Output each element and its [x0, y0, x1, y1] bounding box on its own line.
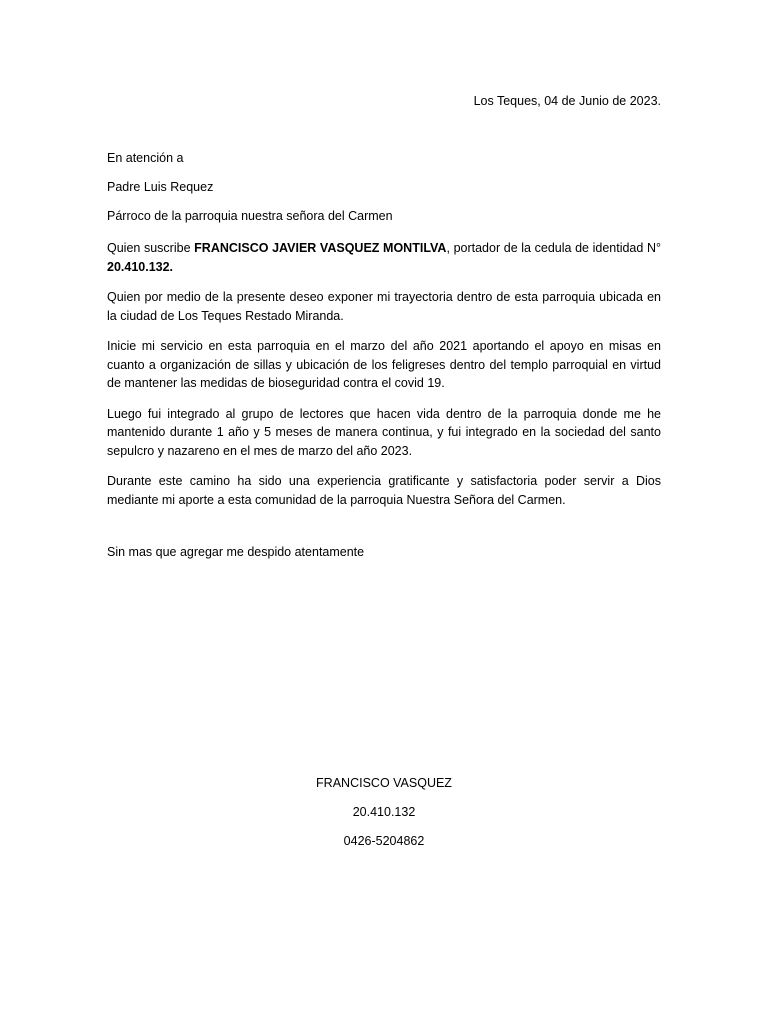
letter-body	[107, 239, 661, 574]
body-paragraph-intro	[107, 239, 661, 276]
addressee-attention: En atención a	[107, 151, 184, 165]
body-paragraph-purpose: Quien por medio de la presente deseo exponer mi trayectoria dentro de esta parroquia ubicada en la ciudad de Los Teques Restado Miranda.	[107, 290, 661, 323]
letter-date: Los Teques, 04 de Junio de 2023.	[473, 94, 661, 108]
intro-lead-text: Quien suscribe	[107, 241, 195, 255]
addressee-title: Párroco de la parroquia nuestra señora del Carmen	[107, 209, 393, 223]
addressee-block	[107, 151, 662, 238]
addressee-name: Padre Luis Requez	[107, 180, 214, 194]
signer-id-number: 20.410.132.	[107, 259, 174, 274]
signature-name: FRANCISCO VASQUEZ	[316, 776, 452, 790]
signature-phone: 0426-5204862	[343, 834, 425, 848]
body-paragraph-gratitude: Durante este camino ha sido una experiencia gratificante y satisfactoria poder servir a Dios mediante mi aporte a esta comunidad de la parroquia Nuestra Señora del Carmen.	[107, 474, 661, 507]
signature-block	[0, 776, 768, 863]
body-paragraph-lectors: Luego fui integrado al grupo de lectores que hacen vida dentro de la parroquia donde me he mantenido durante 1 año y 5 meses de manera continua, y fui integrado en la sociedad del santo sepulcro y nazareno en el mes de marzo del año 2023.	[107, 406, 661, 458]
signature-id: 20.410.132	[352, 805, 416, 819]
closing-line: Sin mas que agregar me despido atentamente	[107, 545, 365, 559]
signer-full-name: FRANCISCO JAVIER VASQUEZ MONTILVA	[194, 241, 447, 255]
intro-mid-text: , portador de la cedula de identidad N°	[446, 241, 661, 255]
body-paragraph-service: Inicie mi servicio en esta parroquia en el marzo del año 2021 aportando el apoyo en misas en cuanto a organización de sillas y ubicación de los feligreses dentro del templo parroquial en virtud de mantener las medidas de bioseguridad contra el covid 19.	[107, 339, 661, 390]
